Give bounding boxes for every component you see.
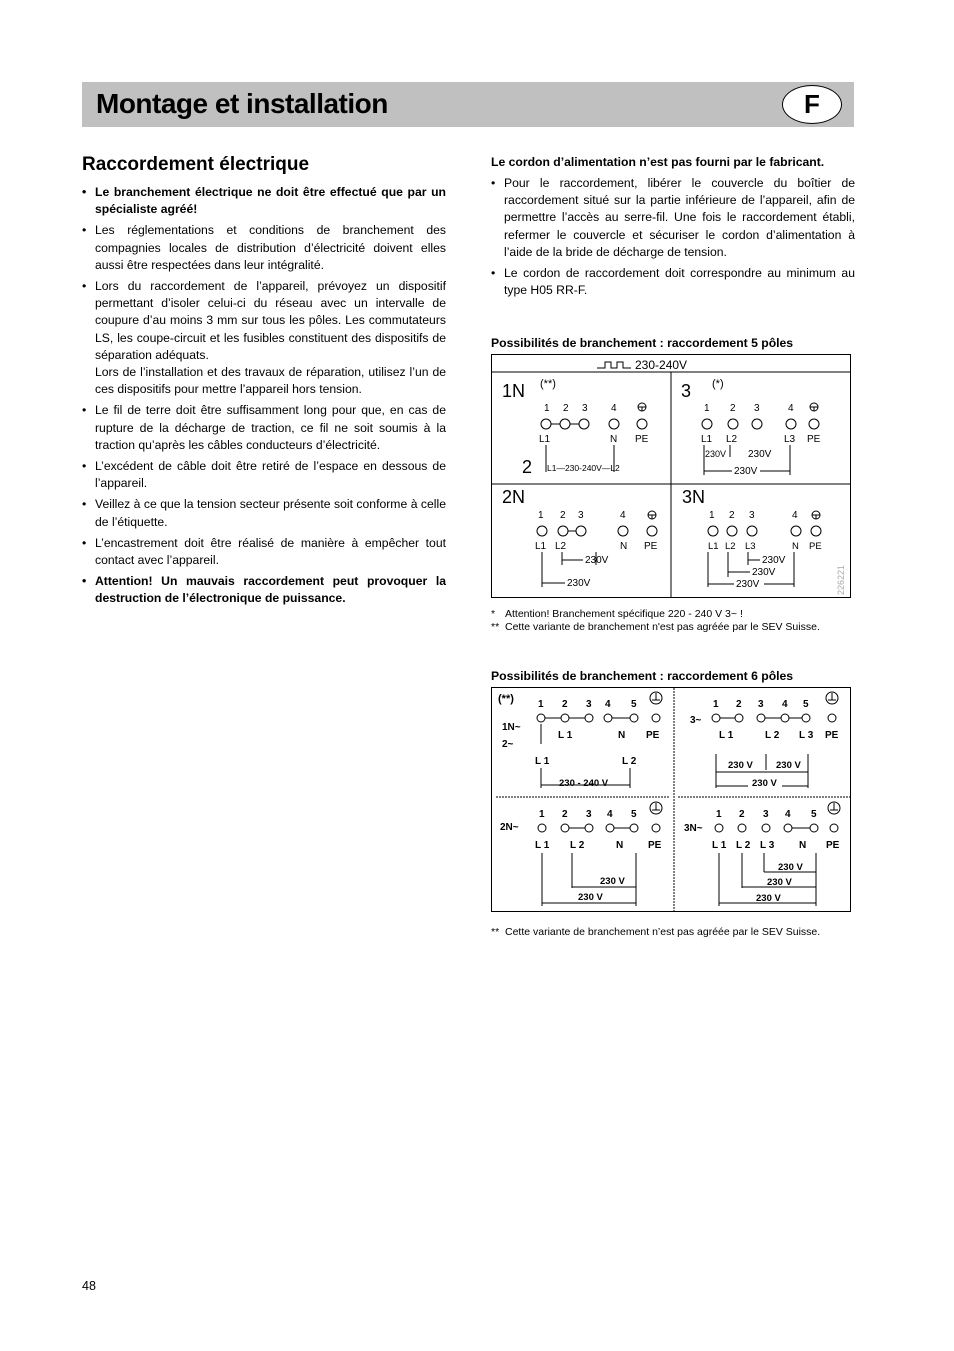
mode-1n: 1N	[502, 381, 526, 401]
svg-text:L 1: L 1	[535, 840, 550, 851]
svg-text:L 2: L 2	[570, 840, 585, 851]
svg-text:L3: L3	[745, 541, 756, 552]
svg-text:230V: 230V	[752, 567, 776, 578]
svg-text:3N~: 3N~	[684, 823, 703, 834]
svg-text:3: 3	[763, 809, 769, 820]
svg-text:L 1: L 1	[558, 730, 573, 741]
svg-text:L 2: L 2	[622, 756, 637, 767]
svg-text:L1: L1	[708, 541, 719, 552]
list-item: • Le branchement électrique ne doit être effectué que par un spécialiste agréé!	[82, 184, 446, 218]
svg-text:PE: PE	[807, 434, 821, 445]
page-header	[82, 82, 854, 127]
svg-text:230 V: 230 V	[752, 778, 777, 789]
svg-text:L1: L1	[535, 541, 547, 552]
diagram-6-caption: Possibilités de branchement : raccordement 6 pôles	[491, 669, 794, 683]
svg-text:4: 4	[611, 403, 617, 414]
svg-text:PE: PE	[809, 541, 822, 552]
svg-text:3: 3	[758, 699, 764, 710]
mode-3: 3	[681, 381, 692, 401]
svg-text:L2: L2	[726, 434, 738, 445]
svg-text:N: N	[799, 840, 807, 851]
svg-text:230 - 240 V: 230 - 240 V	[559, 778, 609, 789]
svg-text:230 V: 230 V	[778, 862, 803, 873]
svg-text:N: N	[792, 541, 799, 552]
diagram-stamp: 226221	[836, 564, 846, 595]
svg-text:4: 4	[620, 510, 626, 521]
svg-text:3~: 3~	[690, 715, 702, 726]
svg-text:2~: 2~	[502, 739, 514, 750]
footnote: ** Cette variante de branchement n'est pas agréée par le SEV Suisse.	[491, 621, 820, 633]
diagram-5-footnotes	[491, 608, 820, 634]
svg-text:3: 3	[578, 510, 584, 521]
svg-text:230V: 230V	[567, 578, 591, 589]
svg-text:2: 2	[730, 403, 736, 414]
svg-text:3: 3	[586, 699, 592, 710]
svg-text:N: N	[618, 730, 626, 741]
wiring-diagram-6-poles	[491, 687, 851, 912]
svg-text:L2: L2	[725, 541, 736, 552]
svg-text:PE: PE	[648, 840, 662, 851]
bridge-label: L1—230-240V—L2	[547, 463, 620, 473]
svg-text:5: 5	[803, 699, 809, 710]
svg-text:1: 1	[544, 403, 550, 414]
svg-text:2: 2	[736, 699, 742, 710]
svg-text:2: 2	[560, 510, 566, 521]
svg-text:4: 4	[792, 510, 798, 521]
svg-text:1: 1	[716, 809, 722, 820]
svg-text:L 1: L 1	[712, 840, 727, 851]
svg-text:PE: PE	[646, 730, 660, 741]
list-item: • Le cordon de raccordement doit correspondre au minimum au type H05 RR-F.	[491, 265, 855, 299]
svg-text:1: 1	[538, 510, 544, 521]
svg-text:L1: L1	[701, 434, 713, 445]
note-double-star: (**)	[540, 378, 556, 390]
list-item: • L’excédent de câble doit être retiré de l’espace en dessous de l’appareil.	[82, 458, 446, 492]
voltage-label: 230-240V	[635, 358, 688, 372]
svg-text:230 V: 230 V	[767, 877, 792, 888]
svg-text:L 1: L 1	[719, 730, 734, 741]
svg-text:230 V: 230 V	[578, 892, 603, 903]
list-item: • Les réglementations et conditions de branchement des compagnies locales de distribution d’électricité doivent elles aussi être respectées dans leur intégralité.	[82, 222, 446, 274]
svg-text:PE: PE	[635, 434, 649, 445]
mode-3n: 3N	[682, 487, 706, 507]
svg-text:L1: L1	[539, 434, 551, 445]
svg-text:N: N	[620, 541, 628, 552]
right-bullet-list	[491, 175, 855, 299]
svg-text:230 V: 230 V	[728, 760, 753, 771]
svg-text:(**): (**)	[498, 693, 514, 705]
page-title: Montage et installation	[96, 88, 388, 119]
language-badge: F	[782, 85, 842, 124]
svg-text:PE: PE	[825, 730, 839, 741]
svg-text:2N~: 2N~	[500, 822, 519, 833]
svg-text:230V: 230V	[734, 466, 758, 477]
footnote: ** Cette variante de branchement n’est pas agréée par le SEV Suisse.	[491, 926, 821, 938]
svg-text:4: 4	[788, 403, 794, 414]
svg-text:1: 1	[539, 809, 545, 820]
footnote: * Attention! Branchement spécifique 220 - 240 V 3~ !	[491, 608, 743, 620]
list-item: • L’encastrement doit être réalisé de manière à empêcher tout contact avec l’appareil.	[82, 535, 446, 569]
svg-text:L 2: L 2	[736, 840, 751, 851]
svg-text:L 3: L 3	[799, 730, 814, 741]
svg-text:230V: 230V	[705, 449, 727, 459]
svg-text:4: 4	[782, 699, 788, 710]
svg-text:1: 1	[704, 403, 710, 414]
left-bullet-list	[82, 184, 446, 608]
svg-text:2: 2	[562, 809, 568, 820]
svg-text:4: 4	[607, 809, 613, 820]
svg-text:3: 3	[749, 510, 755, 521]
svg-text:230V: 230V	[585, 555, 609, 566]
diagram-6-footnotes	[491, 926, 820, 939]
svg-text:L 2: L 2	[765, 730, 780, 741]
note-star: (*)	[712, 378, 724, 390]
left-column	[82, 154, 446, 612]
svg-text:PE: PE	[826, 840, 840, 851]
svg-text:1: 1	[709, 510, 715, 521]
svg-text:4: 4	[785, 809, 791, 820]
svg-text:L 3: L 3	[760, 840, 775, 851]
svg-text:230 V: 230 V	[756, 893, 781, 904]
wiring-diagram-5-poles	[491, 354, 851, 598]
svg-text:2: 2	[739, 809, 745, 820]
svg-text:1: 1	[538, 699, 544, 710]
list-item: • Lors du raccordement de l’appareil, prévoyez un dispositif permettant d’isoler celui-ci du réseau avec un intervalle de coupure d’au moins 3 mm sur tous les pôles. Les commutateurs LS, les coupe-circuit et les fusibles constituent des dispositifs de séparation adéquats. Lors de l’installation et des travaux de réparation, utilisez l’un de ces dispositifs pour mettre l’appareil hors tension.	[82, 278, 446, 398]
diagram-5-caption: Possibilités de branchement : raccordement 5 pôles	[491, 336, 794, 350]
list-item: • Veillez à ce que la tension secteur présente soit conforme à celle de l’étiquette.	[82, 496, 446, 530]
mode-2n: 2N	[502, 487, 526, 507]
list-item: • Le fil de terre doit être suffisamment long pour que, en cas de rupture de la décharge de traction, ce fil ne soit soumis à la traction qu’après les câbles conducteurs d’électricité.	[82, 402, 446, 454]
svg-text:L2: L2	[555, 541, 567, 552]
svg-text:5: 5	[631, 699, 637, 710]
svg-text:1N~: 1N~	[502, 722, 521, 733]
svg-text:PE: PE	[644, 541, 658, 552]
svg-text:L 1: L 1	[535, 756, 550, 767]
right-column	[491, 154, 855, 303]
svg-text:3: 3	[754, 403, 760, 414]
svg-text:5: 5	[631, 809, 637, 820]
svg-text:2: 2	[729, 510, 735, 521]
svg-text:L3: L3	[784, 434, 796, 445]
svg-text:230V: 230V	[736, 579, 760, 590]
svg-text:N: N	[616, 840, 624, 851]
page-number: 48	[82, 1279, 96, 1293]
list-item: • Attention! Un mauvais raccordement peut provoquer la destruction de l’électronique de puissance.	[82, 573, 446, 607]
svg-text:N: N	[610, 434, 618, 445]
svg-text:3: 3	[582, 403, 588, 414]
svg-text:3: 3	[586, 809, 592, 820]
svg-text:4: 4	[605, 699, 611, 710]
svg-text:2: 2	[562, 699, 568, 710]
svg-text:1: 1	[713, 699, 719, 710]
svg-text:2: 2	[563, 403, 569, 414]
svg-text:5: 5	[811, 809, 817, 820]
section-title: Raccordement électrique	[82, 154, 310, 175]
svg-text:230 V: 230 V	[776, 760, 801, 771]
list-item: • Pour le raccordement, libérer le couvercle du boîtier de raccordement situé sur la partie inférieure de l’appareil, afin de permettre l’accès au serre-fil. Une fois le raccordement établi, refermer le couvercle et sécuriser le cordon d’alimentation à l’aide de la bride de décharge de tension.	[491, 175, 855, 261]
svg-text:230 V: 230 V	[600, 876, 625, 887]
cord-note: Le cordon d’alimentation n’est pas fourni par le fabricant.	[491, 155, 825, 169]
mode-2: 2	[522, 457, 533, 477]
svg-text:230V: 230V	[748, 449, 772, 460]
svg-text:230V: 230V	[762, 555, 786, 566]
